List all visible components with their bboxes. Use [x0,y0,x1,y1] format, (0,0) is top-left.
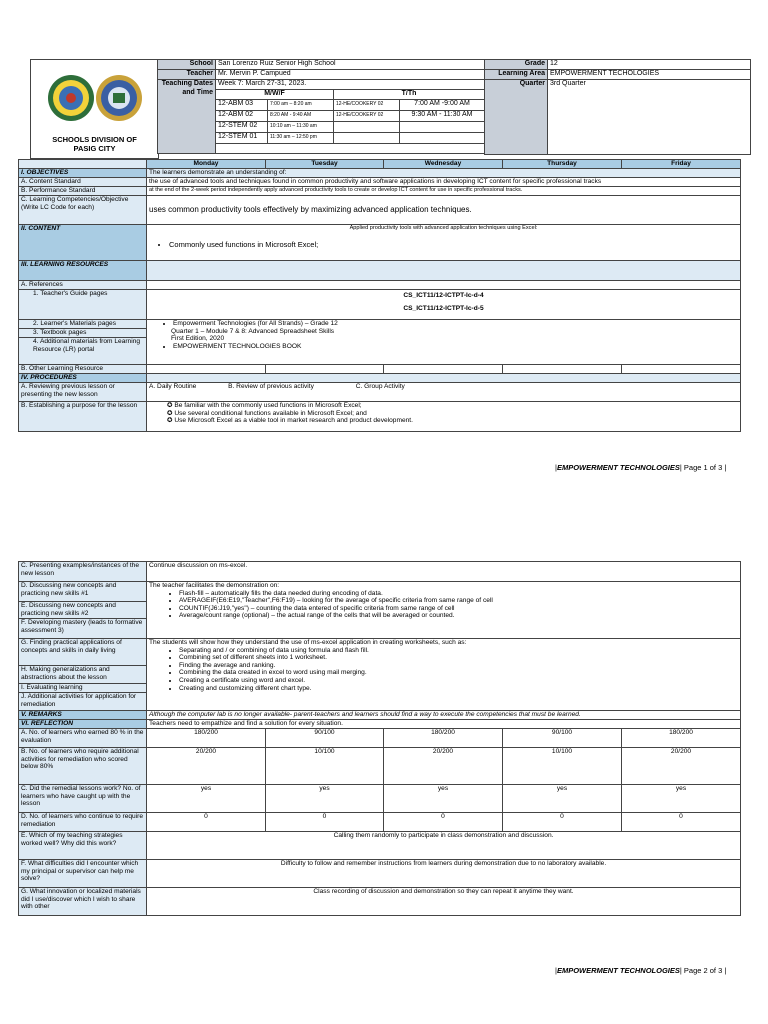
gear-bullet-icon: ✪ [167,409,175,417]
difficulties-label: F. What difficulties did I encounter which my principal or supervisor can help me solve? [19,860,147,888]
school-info-table [157,59,485,154]
references-label: A. References [19,281,147,290]
sched-tth-time [400,133,485,144]
performance-standard-text: at the end of the 2-week period independently apply advanced productivity tools to create or develop ICT content for use in specific professional tracks. [147,187,741,196]
demonstration-item: • COUNTIF(J6:J19,"yes") – counting the data entered of specific criteria from same range of cell [179,605,738,613]
remedial-worked-value: yes [147,785,266,813]
sched-blank-row [216,144,485,154]
objectives-text: The learners demonstrate an understanding of: [147,169,741,178]
sched-section: 12-STEM 01 [216,133,268,144]
purpose-item: ✪ Use Microsoft Excel as a viable tool in market research and product development. [167,417,413,425]
application-item: • Finding the average and ranking. [179,662,738,670]
applications-list [149,647,738,693]
sched-section: 12-ABM 02 [216,111,268,122]
purpose-item: ✪ Use several conditional functions available in Microsoft Excel; and [167,409,367,417]
require-remediation-value: 20/200 [622,748,741,785]
developing-mastery-label: F. Developing mastery (leads to formative assessment 3) [19,619,147,639]
discussing-1-label: D. Discussing new concepts and practicing new skills #1 [19,582,147,602]
additional-materials-label: 4. Additional materials from Learning Resource (LR) portal [19,338,147,365]
sched-section: 12-ABM 03 [216,100,268,111]
applications-intro: The students will show how they understand the use of ms-excel application in creating worksheets, such as: [149,639,467,646]
continue-remediation-label: D. No. of learners who continue to require remediation [19,813,147,832]
demonstration-item: • Average/count range (optional) – the actual range of the cells that will be averaged or counted. [179,612,738,620]
continue-remediation-value: 0 [622,813,741,832]
quarter-value: 3rd Quarter [548,80,751,155]
sched-tth-time: 7:00 AM -9:00 AM [400,100,485,111]
division-name: SCHOOLS DIVISION OF PASIG CITY [52,135,137,153]
day-thursday: Thursday [503,160,622,169]
sched-group [334,133,400,144]
establishing-label: B. Establishing a purpose for the lesson [19,402,147,432]
sched-tth-time [400,122,485,133]
difficulties-text: Difficulty to follow and remember instructions from learners during demonstration due to no laboratory available. [147,860,741,888]
textbook-label: 3. Textbook pages [19,329,147,338]
application-item: • Creating and customizing different chart type. [179,685,738,693]
remedial-worked-value: yes [384,785,503,813]
objectives-heading: I. OBJECTIVES [19,169,147,178]
references-blank [147,281,741,290]
require-remediation-value: 10/100 [503,748,622,785]
resources-heading: III. LEARNING RESOURCES [19,261,147,281]
mwf-header: M/W/F [216,90,334,100]
earned-80-label: A. No. of learners who earned 80 % in the evaluation [19,729,147,748]
teachers-guide-label: 1. Teacher's Guide pages [19,290,147,320]
other-resource-cell [503,365,622,374]
lc-code-1: CS_ICT11/12-ICTPT-Ic-d-4 [403,292,484,299]
materials-list [149,320,738,328]
earned-80-value: 90/100 [503,729,622,748]
footer-prefix: | [555,966,557,975]
content-standard-text: the use of advanced tools and techniques found in common productivity and software applications in developing ICT content for specific professional tracks [147,178,741,187]
demonstration-intro: The teacher facilitates the demonstration on: [149,582,280,589]
grade-info-table [484,59,751,155]
remarks-heading: V. REMARKS [19,711,147,720]
teachers-guide-cell [147,290,741,320]
sched-time: 7:00 am – 8:20 am [268,100,334,111]
remedial-worked-label: C. Did the remedial lessons work? No. of learners who have caught up with the lesson [19,785,147,813]
material-item: • Empowerment Technologies (for All Strands) – Grade 12 [173,320,738,328]
sched-group: 12-HE/COOKERY 02 [334,111,400,122]
materials-list-2 [149,343,738,351]
grade-label: Grade [485,60,548,70]
dll-table-page1 [18,159,741,432]
footer-title: EMPOWERMENT TECHNOLOGIES [556,966,680,975]
additional-activities-label: J. Additional activities for application for remediation [19,693,147,711]
deped-seal-icon [96,75,142,121]
page2-footer [555,966,726,975]
gear-bullet-icon: ✪ [167,417,175,425]
generalizations-label: H. Making generalizations and abstractions about the lesson [19,666,147,684]
footer-page: | Page 1 of 3 | [679,463,727,472]
reviewing-cell [147,383,741,402]
area-label: Learning Area [485,70,548,80]
material-line: Quarter 1 – Module 7 & 8: Advanced Spreadsheet Skills [171,327,335,335]
corner-cell [19,160,147,169]
innovation-label: G. What innovation or localized materials did I use/discover which I wish to share with other [19,888,147,916]
content-item: • Commonly used functions in Microsoft Excel; [169,241,738,249]
sched-time: 11:30 am – 12:50 pm [268,133,334,144]
evaluating-label: I. Evaluating learning [19,684,147,693]
school-value: San Lorenzo Ruiz Senior High School [216,60,485,70]
reflection-text: Teachers need to empathize and find a solution for every situation. [147,720,741,729]
performance-standard-label: B. Performance Standard [19,187,147,196]
footer-prefix: | [555,463,557,472]
competencies-label: C. Learning Competencies/Objective (Write LC Code for each) [19,196,147,225]
require-remediation-label: B. No. of learners who require additional activities for remediation who scored below 80% [19,748,147,785]
grade-value: 12 [548,60,751,70]
require-remediation-value: 20/200 [384,748,503,785]
require-remediation-value: 20/200 [147,748,266,785]
other-resource-cell [622,365,741,374]
learners-materials-label: 2. Learner's Materials pages [19,320,147,329]
day-tuesday: Tuesday [266,160,384,169]
content-title: Applied productivity tools with advanced application techniques using Excel: [349,225,538,231]
materials-cell [147,320,741,365]
content-standard-label: A. Content Standard [19,178,147,187]
material-item: • EMPOWERMENT TECHNOLOGIES BOOK [173,343,738,351]
sched-time: 10:10 am – 11:30 am [268,122,334,133]
strategies-label: E. Which of my teaching strategies worked well? Why did this work? [19,832,147,860]
day-monday: Monday [147,160,266,169]
content-cell [147,225,741,261]
sched-group: 12-HE/COOKERY 02 [334,100,400,111]
other-resource-cell [384,365,503,374]
innovation-text: Class recording of discussion and demonstration so they can repeat it anytime they want. [147,888,741,916]
sched-time: 8:20 AM - 9:40 AM [268,111,334,122]
practical-applications-label: G. Finding practical applications of concepts and skills in daily living [19,639,147,666]
application-item: • Creating a certificate using word and excel. [179,677,738,685]
footer-title: EMPOWERMENT TECHNOLOGIES [556,463,680,472]
demonstration-item: • Flash-fill – automatically fills the data needed during encoding of data. [179,590,738,598]
gear-bullet-icon: ✪ [167,402,175,409]
other-resource-label: B. Other Learning Resource [19,365,147,374]
pasig-seal-icon [48,75,94,121]
logo-seals [31,60,158,130]
require-remediation-value: 10/100 [266,748,384,785]
demonstration-list [149,590,738,620]
strategies-text: Calling them randomly to participate in class demonstration and discussion. [147,832,741,860]
procedures-heading: IV. PROCEDURES [19,374,147,383]
application-item: • Separating and / or combining of data using formula and flash fill. [179,647,738,655]
division-logo-box [30,59,159,159]
teacher-value: Mr. Mervin P. Campued [216,70,485,80]
presenting-examples-text: Continue discussion on ms-excel. [147,562,741,582]
material-line: First Edition, 2020 [171,335,225,343]
dates-value: Week 7: March 27-31, 2023. [216,80,485,90]
application-item: • Combining the data created in excel to word using mail merging. [179,669,738,677]
teacher-label: Teacher [158,70,216,80]
school-label: School [158,60,216,70]
demonstration-item: • AVERAGEIF(E6:E19,"Teacher",F6:F19) – looking for the average of specific criteria from same range of cell [179,597,738,605]
dll-table-page2 [18,561,741,916]
earned-80-value: 90/100 [266,729,384,748]
earned-80-value: 180/200 [384,729,503,748]
discussing-2-label: E. Discussing new concepts and practicing new skills #2 [19,602,147,619]
continue-remediation-value: 0 [266,813,384,832]
review-group-activity: C. Group Activity [355,383,405,390]
remarks-text: Although the computer lab is no longer available- parent-teachers and learners should find a way to execute the competencies that must be learned. [147,711,741,720]
reviewing-label: A. Reviewing previous lesson or presenting the new lesson [19,383,147,402]
day-wednesday: Wednesday [384,160,503,169]
other-resource-cell [147,365,266,374]
continue-remediation-value: 0 [384,813,503,832]
dates-label: Teaching Dates and Time [158,80,216,154]
applications-cell [147,639,741,711]
quarter-label: Quarter [485,80,548,155]
reflection-heading: VI. REFLECTION [19,720,147,729]
continue-remediation-value: 0 [503,813,622,832]
resources-blank [147,261,741,281]
demonstration-cell [147,582,741,639]
remedial-worked-value: yes [622,785,741,813]
remedial-worked-value: yes [266,785,384,813]
lc-code-2: CS_ICT11/12-ICTPT-Ic-d-5 [403,304,484,312]
purpose-item: ✪ Be familiar with the commonly used functions in Microsoft Excel; [167,402,362,409]
competencies-text: uses common productivity tools effectively by maximizing advanced application techniques. [147,196,741,225]
day-friday: Friday [622,160,741,169]
area-value: EMPOWERMENT TECHOLOGIES [548,70,751,80]
purpose-cell [147,402,741,432]
page1-footer [555,463,726,472]
other-resource-cell [266,365,384,374]
tth-header: T/Th [334,90,485,100]
content-list [149,241,738,249]
earned-80-value: 180/200 [622,729,741,748]
presenting-examples-label: C. Presenting examples/instances of the new lesson [19,562,147,582]
sched-tth-time: 9:30 AM - 11:30 AM [400,111,485,122]
review-daily-routine: A. Daily Routine [149,383,197,390]
procedures-blank [147,374,741,383]
sched-section: 12-STEM 02 [216,122,268,133]
sched-group [334,122,400,133]
application-item: • Combining set of different sheets into 1 worksheet. [179,654,738,662]
continue-remediation-value: 0 [147,813,266,832]
earned-80-value: 180/200 [147,729,266,748]
remedial-worked-value: yes [503,785,622,813]
footer-page: | Page 2 of 3 | [679,966,727,975]
review-previous-activity: B. Review of previous activity [228,383,314,390]
content-heading: II. CONTENT [19,225,147,261]
